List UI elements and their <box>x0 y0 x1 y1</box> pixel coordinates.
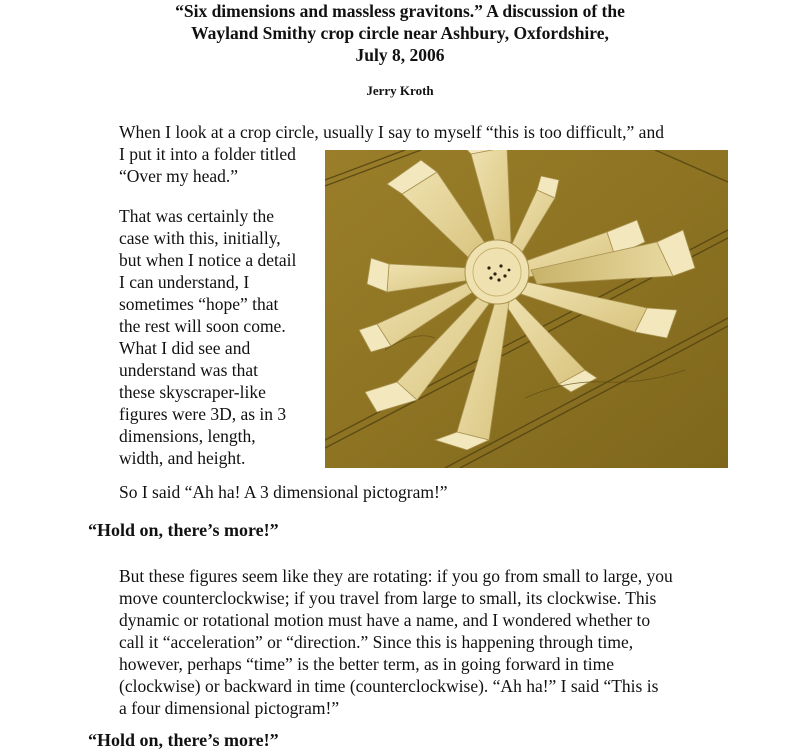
text-line: I can understand, I <box>119 272 250 292</box>
text-line: dimensions, length, <box>119 426 256 446</box>
paragraph-intro-line: When I look at a crop circle, usually I say to myself “this is too difficult,” and <box>119 122 664 142</box>
paragraph-intro-line: I put it into a folder titled <box>119 144 296 164</box>
text-line: however, perhaps “time” is the better term, as in going forward in time <box>119 654 614 674</box>
document-title <box>0 0 800 66</box>
paragraph-intro-line: “Over my head.” <box>119 166 239 186</box>
crop-circle-photo <box>325 150 728 468</box>
text-line: the rest will soon come. <box>119 316 286 336</box>
text-line: (clockwise) or backward in time (counterclockwise). “Ah ha!” I said “This is <box>119 676 659 696</box>
text-line: but when I notice a detail <box>119 250 297 270</box>
author-name: Jerry Kroth <box>366 83 434 98</box>
text-line: case with this, initially, <box>119 228 281 248</box>
section-heading: “Hold on, there’s more!” <box>88 520 279 540</box>
paragraph-ahha: So I said “Ah ha! A 3 dimensional pictogram!” <box>119 482 448 502</box>
text-line: call it “acceleration” or “direction.” Since this is happening through time, <box>119 632 634 652</box>
text-line: width, and height. <box>119 448 246 468</box>
title-line: “Six dimensions and massless gravitons.” A discussion of the <box>175 1 625 21</box>
title-line: Wayland Smithy crop circle near Ashbury, Oxfordshire, <box>191 23 609 43</box>
title-line: July 8, 2006 <box>355 45 445 65</box>
text-line: dynamic or rotational motion must have a name, and I wondered whether to <box>119 610 651 630</box>
text-line: That was certainly the <box>119 206 275 226</box>
text-line: What I did see and <box>119 338 251 358</box>
text-line: But these figures seem like they are rotating: if you go from small to large, you <box>119 566 673 586</box>
section-heading: “Hold on, there’s more!” <box>88 730 279 750</box>
text-line: figures were 3D, as in 3 <box>119 404 287 424</box>
text-line: understand was that <box>119 360 258 380</box>
text-line: these skyscraper-like <box>119 382 266 402</box>
text-line: move counterclockwise; if you travel from large to small, its clockwise. This <box>119 588 657 608</box>
text-line: a four dimensional pictogram!” <box>119 698 340 718</box>
text-line: sometimes “hope” that <box>119 294 279 314</box>
